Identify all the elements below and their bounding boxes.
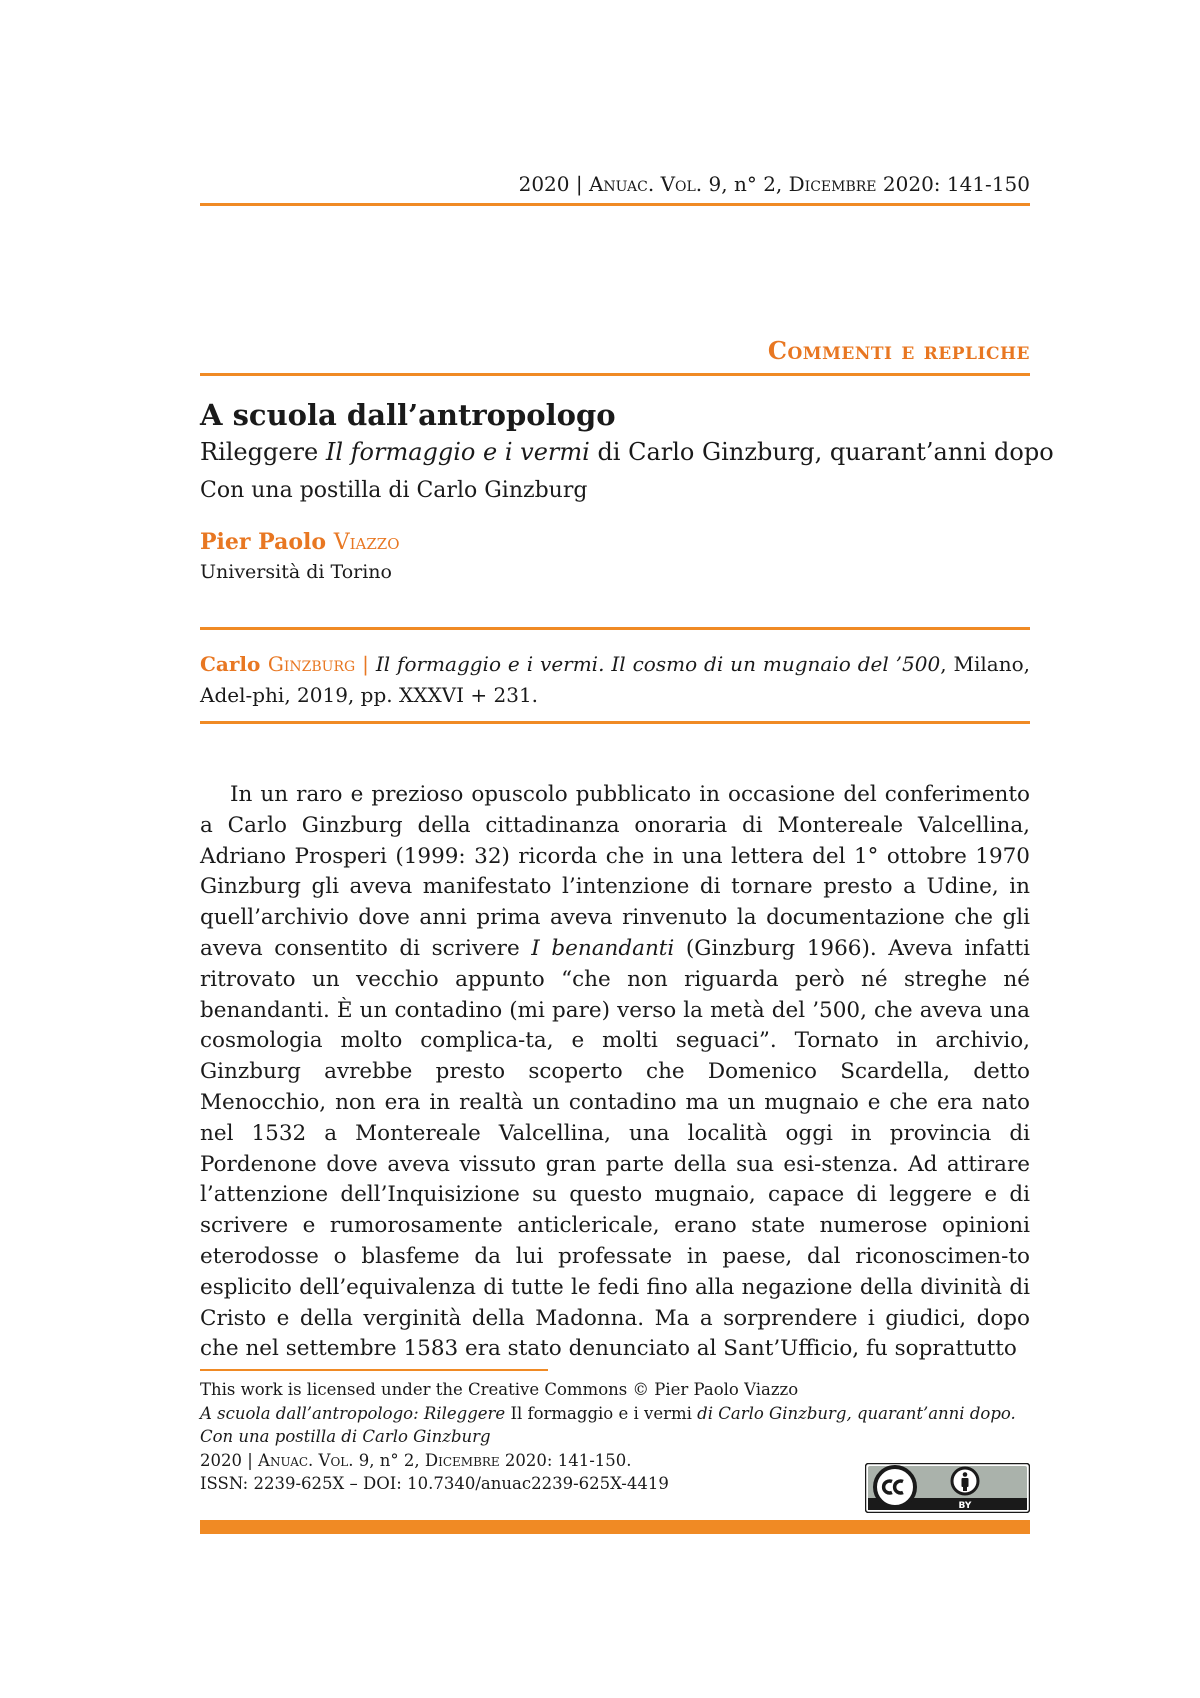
section-label: Commenti e repliche	[767, 336, 1030, 365]
cc-by-badge-icon	[865, 1463, 1030, 1513]
body-paragraph	[200, 780, 1030, 1365]
review-top-rule	[200, 627, 1030, 630]
reviewed-book	[200, 649, 1030, 711]
author-name	[200, 529, 400, 555]
issue-rest: 9, n° 2,	[353, 1450, 425, 1470]
citation-italic-c: di Carlo Ginzburg, quarant’anni dopo.	[697, 1403, 1016, 1423]
author-affiliation: Università di Torino	[200, 561, 392, 583]
author-last: Viazzo	[333, 530, 400, 555]
article-subtitle	[200, 438, 1054, 466]
header-vol: 9, n° 2,	[708, 172, 783, 196]
license-line: This work is licensed under the Creative Commons © Pier Paolo Viazzo	[200, 1380, 799, 1399]
review-sep: |	[355, 652, 376, 676]
header-vol-label: Vol.	[660, 172, 703, 196]
article-note: Con una postilla di Carlo Ginzburg	[200, 478, 588, 503]
issue-tail: 2020: 141-150.	[499, 1450, 632, 1470]
review-bottom-rule	[200, 721, 1030, 724]
section-rule	[200, 373, 1030, 376]
subtitle-book-title: Il formaggio e i vermi	[325, 438, 590, 466]
footnote-rule	[200, 1369, 548, 1371]
issue-journal: Anuac.	[258, 1450, 314, 1470]
issue-vol: Vol.	[313, 1450, 354, 1470]
running-header	[519, 172, 1030, 196]
header-year: 2020	[518, 172, 570, 196]
cc-badge-text: BY	[958, 1501, 972, 1511]
header-month: Dicembre	[788, 172, 877, 196]
subtitle-pre: Rileggere	[200, 438, 326, 466]
citation-book: Il formaggio e i vermi	[505, 1403, 698, 1423]
header-journal: Anuac.	[588, 172, 655, 196]
issn-doi-line: ISSN: 2239-625X – DOI: 10.7340/anuac2239-625X-4419	[200, 1474, 669, 1493]
citation-line-1	[200, 1402, 1030, 1426]
footer-bar	[200, 1520, 1030, 1534]
review-author-first: Carlo	[200, 652, 268, 676]
body-text-a: In un raro e prezioso opuscolo pubblicato in occasione del conferimento a Carlo Ginzburg della cittadinanza onoraria di Montereale Valcellina, Adriano Prosperi (1999: 32) ricorda che in una lettera del 1° ottobre 1970 Ginzburg gli aveva manifestato l’intenzione di tornare presto a Udine, in quell’archivio dove anni prima aveva rinvenuto la documentazione che gli aveva consentito di scrivere	[200, 782, 1030, 961]
header-sep: |	[575, 172, 583, 196]
review-book-title: Il formaggio e i vermi. Il cosmo di un mugnaio del ’500	[375, 652, 941, 676]
citation-italic-d: Con una postilla di Carlo Ginzburg	[200, 1427, 491, 1446]
review-details: , Milano, Adel-phi, 2019, pp. XXXVI + 231.	[200, 652, 1030, 707]
subtitle-post: di Carlo Ginzburg, quarant’anni dopo	[589, 438, 1054, 466]
review-author-last: Ginzburg	[267, 652, 356, 676]
issue-month: Dicembre	[424, 1450, 500, 1470]
article-title: A scuola dall’antropologo	[200, 398, 616, 432]
citation-line-2	[200, 1425, 1030, 1449]
article-page	[200, 0, 1054, 1698]
header-pages: 2020: 141-150	[882, 172, 1030, 196]
header-rule	[200, 203, 1030, 206]
body-text-b: (Ginzburg 1966). Aveva infatti ritrovato un vecchio appunto “che non riguarda però né streghe né benandanti. È un contadino (mi pare) verso la metà del ’500, che aveva una cosmologia molto complica-ta, e molti seguaci”. Tornato in archivio, Ginzburg avrebbe presto scoperto che Domenico Scardella, detto Menocchio, non era in realtà un contadino ma un mugnaio e che era nato nel 1532 a Montereale Valcellina, una località oggi in provincia di Pordenone dove aveva vissuto gran parte della sua esi-stenza. Ad attirare l’attenzione dell’Inquisizione su questo mugnaio, capace di leggere e di scrivere e rumorosamente anticlericale, erano state numerose opinioni eterodosse o blasfeme da lui professate in paese, dal riconoscimen-to esplicito dell’equivalenza di tutte le fedi fino alla negazione della divinità di Cristo e della verginità della Madonna. Ma a sorprendere i giudici, dopo che nel settembre 1583 era stato denunciato al Sant’Ufficio, fu soprattutto	[200, 935, 1031, 1362]
author-first: Pier Paolo	[200, 529, 334, 555]
citation-italic-a: A scuola dall’antropologo: Rileggere	[200, 1403, 506, 1423]
body-italic-title: I benandanti	[531, 935, 675, 961]
issue-year: 2020 |	[200, 1450, 259, 1470]
